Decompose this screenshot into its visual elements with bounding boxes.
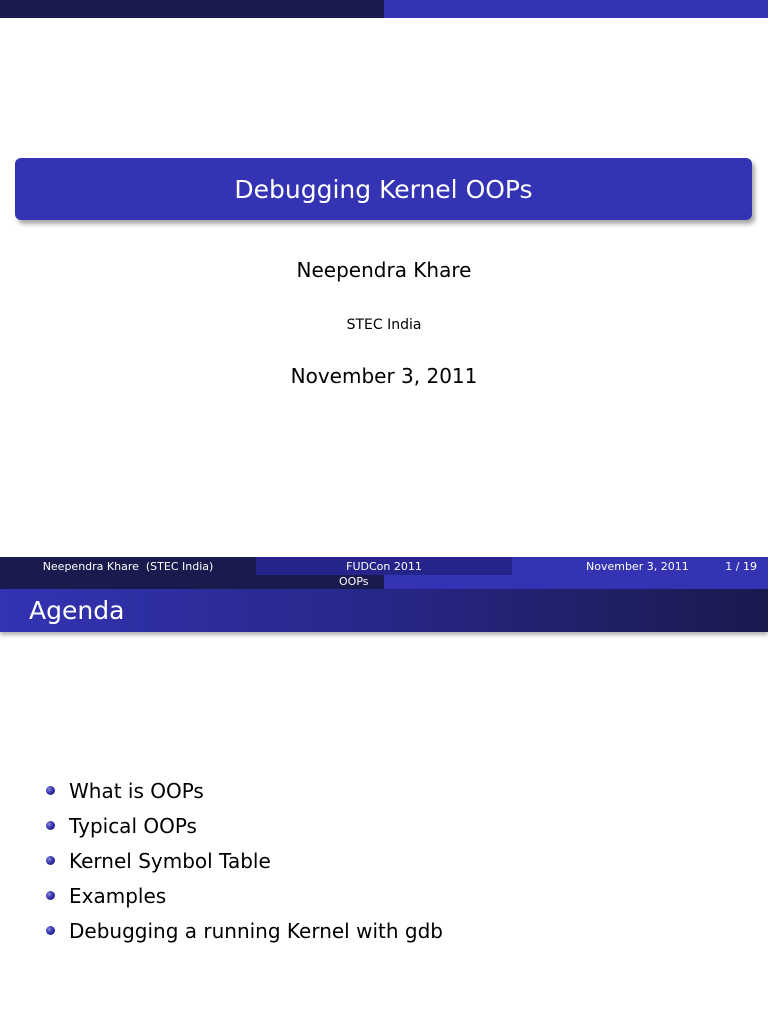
frame-title: Agenda <box>29 596 125 625</box>
footline-event <box>256 557 512 575</box>
agenda-item-text: Debugging a running Kernel with gdb <box>69 918 443 943</box>
agenda-item <box>46 878 443 913</box>
subsection-strip <box>384 575 768 589</box>
bullet-icon <box>46 926 55 935</box>
headline-strip-right <box>384 0 768 18</box>
headline-strip-left <box>0 0 384 18</box>
footline-page-number[interactable]: 1 / 19 <box>725 559 757 573</box>
agenda-item-text: Typical OOPs <box>69 813 197 838</box>
bullet-icon <box>46 856 55 865</box>
agenda-item <box>46 843 443 878</box>
section-navigation-item[interactable]: OOPs <box>339 575 369 588</box>
agenda-item-text: Examples <box>69 883 167 908</box>
footline-date-page <box>512 557 768 575</box>
bullet-icon <box>46 786 55 795</box>
footline-event-text: FUDCon 2011 <box>346 559 422 573</box>
author-name: Neependra Khare <box>296 258 472 282</box>
agenda-item <box>46 773 443 808</box>
institute-name: STEC India <box>346 317 422 333</box>
bullet-icon <box>46 821 55 830</box>
section-strip <box>0 575 384 589</box>
agenda-list <box>46 773 443 948</box>
agenda-item <box>46 913 443 948</box>
title-block <box>15 158 752 220</box>
footline-date: November 3, 2011 <box>586 559 689 573</box>
slide-title: Debugging Kernel OOPs <box>234 174 533 204</box>
presentation-date: November 3, 2011 <box>290 364 478 388</box>
agenda-item-text: What is OOPs <box>69 778 204 803</box>
frame-title-bar <box>0 589 768 632</box>
footline-author-text: Neependra Khare (STEC India) <box>42 559 214 573</box>
footline-author <box>0 557 256 575</box>
agenda-item-text: Kernel Symbol Table <box>69 848 271 873</box>
bullet-icon <box>46 891 55 900</box>
agenda-item <box>46 808 443 843</box>
